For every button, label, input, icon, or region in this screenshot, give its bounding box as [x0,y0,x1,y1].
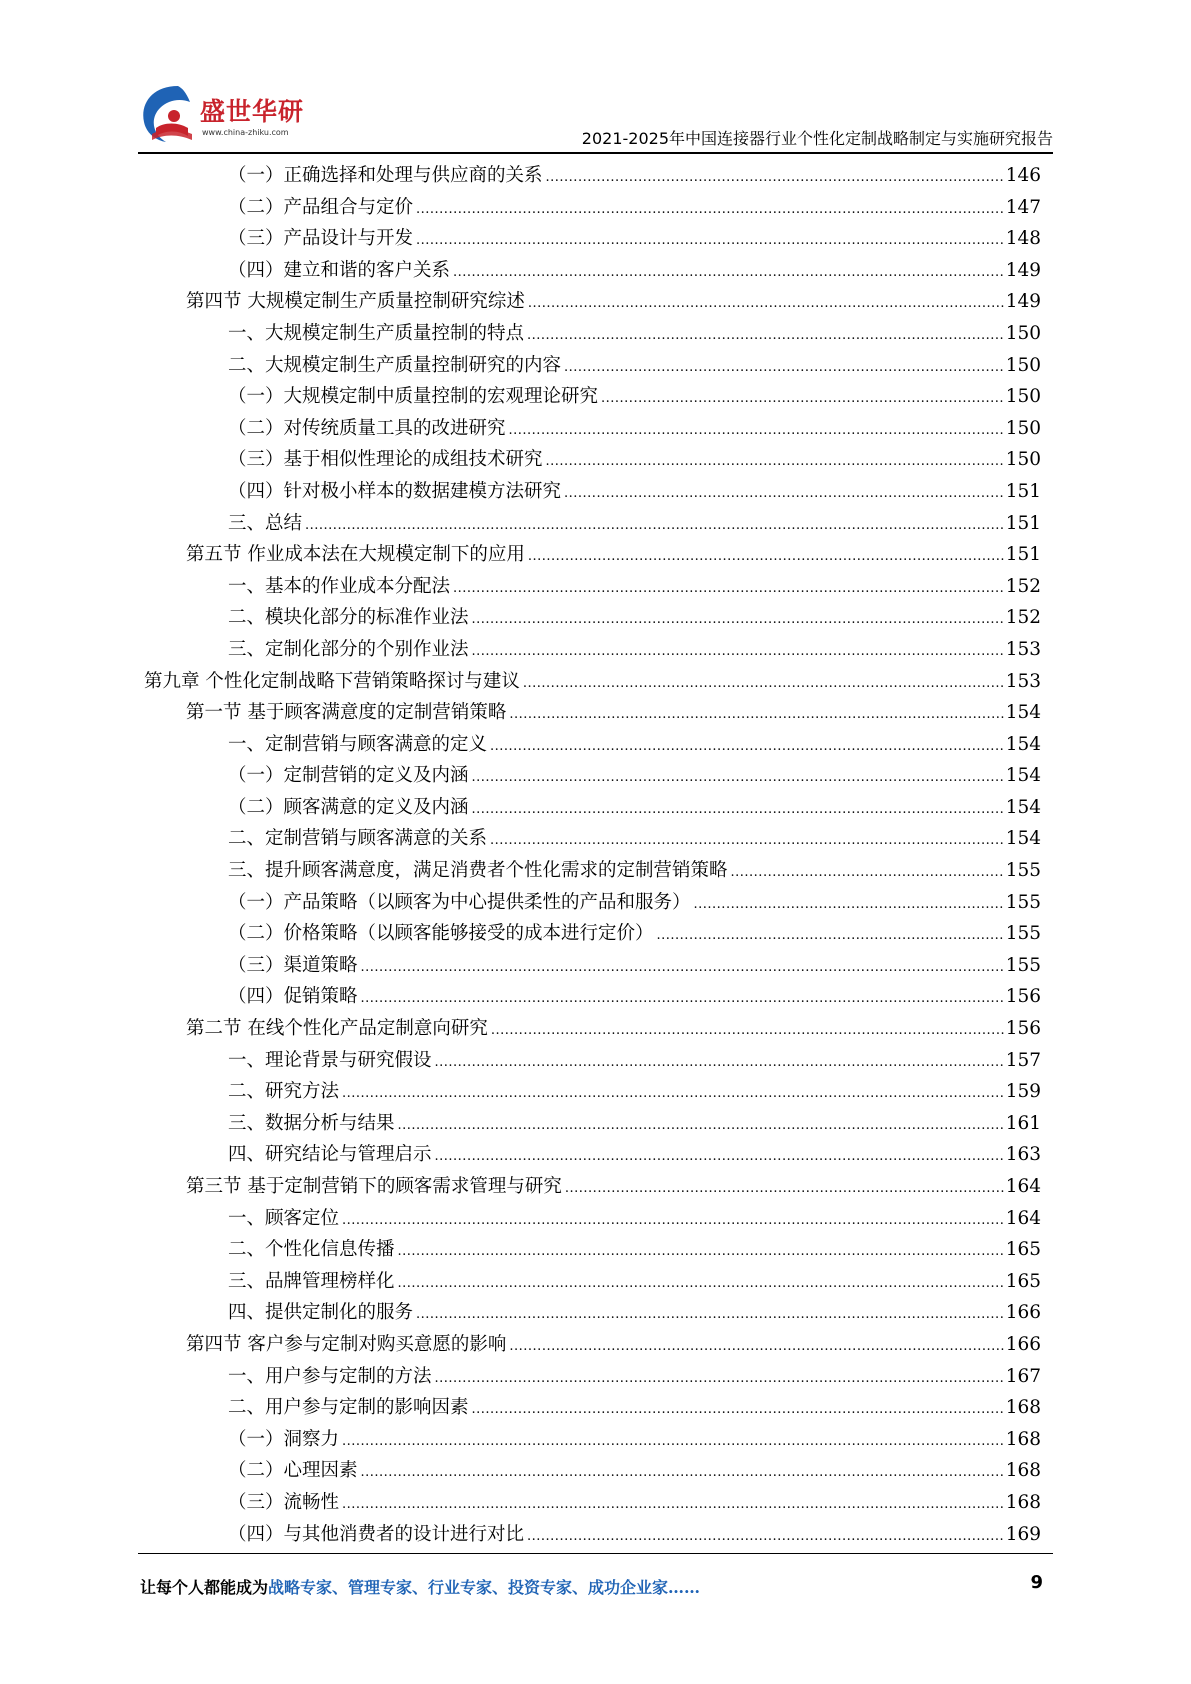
toc-entry[interactable] [138,1297,1041,1329]
toc-entry-label: （二）顾客满意的定义及内涵 [228,796,469,818]
toc-entry-page: 150 [1005,354,1041,376]
toc-dot-leader [416,1297,1005,1331]
toc-entry-label: （四）促销策略 [228,986,358,1008]
toc-entry[interactable] [138,1171,1041,1203]
toc-entry-page: 156 [1005,986,1041,1008]
toc-entry-label: （四）建立和谐的客户关系 [228,259,451,281]
toc-entry[interactable] [138,1487,1041,1519]
toc-entry-page: 169 [1005,1523,1041,1545]
toc-entry[interactable] [138,192,1041,224]
toc-dot-leader [342,1424,1005,1458]
toc-entry-page: 168 [1005,1491,1041,1513]
toc-entry-label: （三）渠道策略 [228,954,358,976]
toc-entry-page: 154 [1005,828,1041,850]
footer-slogan-highlight: 战略专家、管理专家、行业专家、投资专家、成功企业家…… [268,1578,701,1597]
toc-dot-leader [472,602,1005,636]
toc-dot-leader [342,1076,1005,1110]
toc-dot-leader [453,571,1005,605]
toc-dot-leader [435,1045,1005,1079]
toc-entry-page: 159 [1005,1081,1041,1103]
toc-entry-label: （四）针对极小样本的数据建模方法研究 [228,480,562,502]
toc-entry[interactable] [138,1234,1041,1266]
toc-dot-leader [453,255,1005,289]
toc-entry-page: 150 [1005,449,1041,471]
toc-entry-page: 152 [1005,575,1041,597]
toc-entry[interactable] [138,697,1041,729]
toc-entry-label: 第三节 基于定制营销下的顾客需求管理与研究 [186,1176,562,1197]
toc-dot-leader [528,286,1005,320]
toc-entry-label: 三、品牌管理榜样化 [228,1270,395,1292]
toc-entry-page: 150 [1005,386,1041,408]
toc-entry-label: 第二节 在线个性化产品定制意向研究 [186,1018,488,1040]
toc-entry-page: 154 [1005,796,1041,818]
toc-entry-page: 149 [1005,291,1041,313]
toc-entry-label: 一、大规模定制生产质量控制的特点 [228,322,525,344]
toc-entry-label: 第一节 基于顾客满意度的定制营销策略 [186,702,507,724]
toc-entry-page: 155 [1005,954,1041,976]
toc-entry-page: 165 [1005,1239,1041,1261]
toc-entry-label: （二）价格策略（以顾客能够接受的成本进行定价） [228,923,654,945]
toc-dot-leader [523,666,1005,700]
toc-dot-leader [416,192,1005,226]
toc-entry-page: 151 [1005,544,1041,566]
toc-entry-page: 155 [1005,860,1041,882]
toc-entry[interactable] [138,444,1041,476]
toc-entry-page: 155 [1005,923,1041,945]
toc-entry-page: 164 [1005,1176,1041,1197]
toc-entry-page: 147 [1005,196,1041,218]
toc-dot-leader [472,760,1005,794]
toc-entry[interactable] [138,855,1041,887]
toc-entry[interactable] [138,950,1041,982]
toc-dot-leader [472,792,1005,826]
toc-entry-label: 一、顾客定位 [228,1207,340,1229]
toc-dot-leader [435,1361,1005,1395]
toc-dot-leader [694,887,1005,921]
toc-dot-leader [546,444,1005,478]
toc-entry-page: 150 [1005,322,1041,344]
toc-entry-label: （一）定制营销的定义及内涵 [228,765,469,787]
toc-entry[interactable] [138,1139,1041,1171]
toc-entry-label: 二、大规模定制生产质量控制研究的内容 [228,354,562,376]
toc-entry-page: 148 [1005,228,1041,250]
toc-entry-label: （一）正确选择和处理与供应商的关系 [228,165,543,186]
toc-dot-leader [398,1266,1005,1300]
toc-entry-label: 一、基本的作业成本分配法 [228,575,451,597]
logo-url: www.china-zhiku.com [202,128,289,137]
toc-entry-label: （三）基于相似性理论的成组技术研究 [228,449,543,471]
toc-entry-page: 167 [1005,1365,1041,1387]
toc-entry-label: （三）产品设计与开发 [228,228,414,250]
toc-dot-leader [398,1108,1005,1142]
toc-entry-label: （一）产品策略（以顾客为中心提供柔性的产品和服务） [228,891,691,913]
toc-entry[interactable] [138,413,1041,445]
toc-entry-label: （三）流畅性 [228,1491,340,1513]
toc-entry[interactable] [138,1108,1041,1140]
toc-entry-page: 165 [1005,1270,1041,1292]
toc-entry-page: 157 [1005,1049,1041,1071]
toc-entry[interactable] [138,539,1041,571]
toc-entry-page: 168 [1005,1460,1041,1482]
toc-entry[interactable] [138,1519,1041,1551]
toc-entry[interactable] [138,160,1041,192]
toc-entry-label: 第九章 个性化定制战略下营销策略探讨与建议 [144,670,520,692]
toc-entry[interactable] [138,1392,1041,1424]
toc-entry-page: 151 [1005,480,1041,502]
toc-dot-leader [472,1392,1005,1426]
toc-dot-leader [305,508,1005,542]
toc-dot-leader [342,1487,1005,1521]
footer-divider [138,1553,1053,1554]
toc-dot-leader [416,223,1005,257]
toc-dot-leader [361,950,1005,984]
toc-entry-label: 第五节 作业成本法在大规模定制下的应用 [186,544,525,566]
toc-entry[interactable] [138,1266,1041,1298]
toc-entry-page: 168 [1005,1397,1041,1419]
toc-entry-label: 四、提供定制化的服务 [228,1302,414,1324]
toc-entry-label: 二、个性化信息传播 [228,1239,395,1261]
toc-entry[interactable] [138,1203,1041,1235]
toc-entry-label: （一）大规模定制中质量控制的宏观理论研究 [228,386,599,408]
toc-dot-leader [361,981,1005,1015]
toc-entry[interactable] [138,476,1041,508]
toc-entry-page: 154 [1005,733,1041,755]
toc-dot-leader [528,539,1005,573]
header-divider [138,152,1053,154]
toc-entry[interactable] [138,571,1041,603]
toc-dot-leader [657,918,1005,952]
toc-entry-label: 三、数据分析与结果 [228,1112,395,1134]
logo-swoosh-icon [138,82,208,148]
footer-slogan-prefix: 让每个人都能成为 [140,1578,269,1597]
toc-entry-page: 150 [1005,417,1041,439]
toc-entry[interactable] [138,918,1041,950]
toc-entry-label: （二）对传统质量工具的改进研究 [228,417,506,439]
toc-dot-leader [398,1234,1005,1268]
toc-entry[interactable] [138,887,1041,919]
toc-entry-label: 二、用户参与定制的影响因素 [228,1397,469,1419]
toc-entry[interactable] [138,223,1041,255]
toc-entry[interactable] [138,823,1041,855]
toc-dot-leader [546,160,1005,194]
toc-entry-label: （一）洞察力 [228,1428,340,1450]
toc-entry[interactable] [138,1329,1041,1361]
table-of-contents [138,160,1041,1550]
toc-entry-page: 153 [1005,638,1041,660]
toc-entry[interactable] [138,602,1041,634]
report-title: 2021-2025年中国连接器行业个性化定制战略制定与实施研究报告 [581,129,1053,148]
toc-entry-page: 155 [1005,891,1041,913]
toc-entry-label: 第四节 客户参与定制对购买意愿的影响 [186,1333,507,1355]
toc-entry-label: 一、定制营销与顾客满意的定义 [228,733,488,755]
toc-entry[interactable] [138,508,1041,540]
toc-dot-leader [509,697,1004,731]
toc-entry-label: （二）心理因素 [228,1460,358,1482]
toc-dot-leader [509,1329,1004,1363]
toc-entry-page: 164 [1005,1207,1041,1229]
toc-entry[interactable] [138,286,1041,318]
toc-entry-label: 二、研究方法 [228,1081,340,1103]
toc-entry-label: 一、用户参与定制的方法 [228,1365,432,1387]
toc-entry-page: 156 [1005,1018,1041,1040]
toc-entry[interactable] [138,1076,1041,1108]
toc-dot-leader [491,1013,1005,1047]
toc-entry-page: 168 [1005,1428,1041,1450]
toc-entry-page: 149 [1005,259,1041,281]
toc-dot-leader [509,413,1005,447]
toc-entry[interactable] [138,666,1041,698]
toc-dot-leader [564,476,1005,510]
toc-entry[interactable] [138,1455,1041,1487]
company-logo [138,82,308,148]
toc-entry-page: 163 [1005,1144,1041,1166]
toc-entry-page: 152 [1005,607,1041,629]
toc-entry[interactable] [138,1424,1041,1456]
toc-dot-leader [565,1171,1005,1205]
toc-entry-label: 一、理论背景与研究假设 [228,1049,432,1071]
toc-entry[interactable] [138,634,1041,666]
toc-entry-label: 第四节 大规模定制生产质量控制研究综述 [186,291,525,313]
toc-entry[interactable] [138,792,1041,824]
toc-dot-leader [601,381,1005,415]
toc-entry-label: （二）产品组合与定价 [228,196,414,218]
toc-entry-page: 166 [1005,1333,1041,1355]
page-number: 9 [1030,1572,1043,1593]
toc-dot-leader [490,729,1005,763]
toc-entry-page: 151 [1005,512,1041,534]
toc-entry[interactable] [138,1361,1041,1393]
toc-entry[interactable] [138,981,1041,1013]
toc-dot-leader [361,1455,1005,1489]
toc-entry-label: 四、研究结论与管理启示 [228,1144,432,1166]
toc-dot-leader [472,634,1005,668]
toc-entry-page: 161 [1005,1112,1041,1134]
toc-dot-leader [564,350,1005,384]
toc-entry-page: 146 [1005,165,1041,186]
footer-slogan [140,1575,700,1598]
toc-entry-label: 三、提升顾客满意度，满足消费者个性化需求的定制营销策略 [228,860,728,882]
toc-dot-leader [527,318,1005,352]
toc-entry-page: 154 [1005,765,1041,787]
toc-dot-leader [731,855,1005,889]
toc-dot-leader [527,1519,1005,1553]
toc-entry-page: 166 [1005,1302,1041,1324]
toc-dot-leader [490,823,1005,857]
toc-entry-label: 二、模块化部分的标准作业法 [228,607,469,629]
toc-dot-leader [435,1139,1005,1173]
toc-entry[interactable] [138,1045,1041,1077]
toc-entry[interactable] [138,318,1041,350]
toc-entry-label: 二、定制营销与顾客满意的关系 [228,828,488,850]
toc-entry[interactable] [138,255,1041,287]
toc-entry[interactable] [138,729,1041,761]
toc-entry[interactable] [138,350,1041,382]
toc-entry[interactable] [138,760,1041,792]
toc-dot-leader [342,1203,1005,1237]
toc-entry-page: 154 [1005,702,1041,724]
toc-entry-page: 153 [1005,670,1041,692]
logo-name: 盛世华研 [200,97,305,126]
toc-entry-label: 三、定制化部分的个别作业法 [228,638,469,660]
toc-entry[interactable] [138,1013,1041,1045]
toc-entry-label: 三、总结 [228,512,303,534]
toc-entry[interactable] [138,381,1041,413]
toc-entry-label: （四）与其他消费者的设计进行对比 [228,1523,525,1545]
